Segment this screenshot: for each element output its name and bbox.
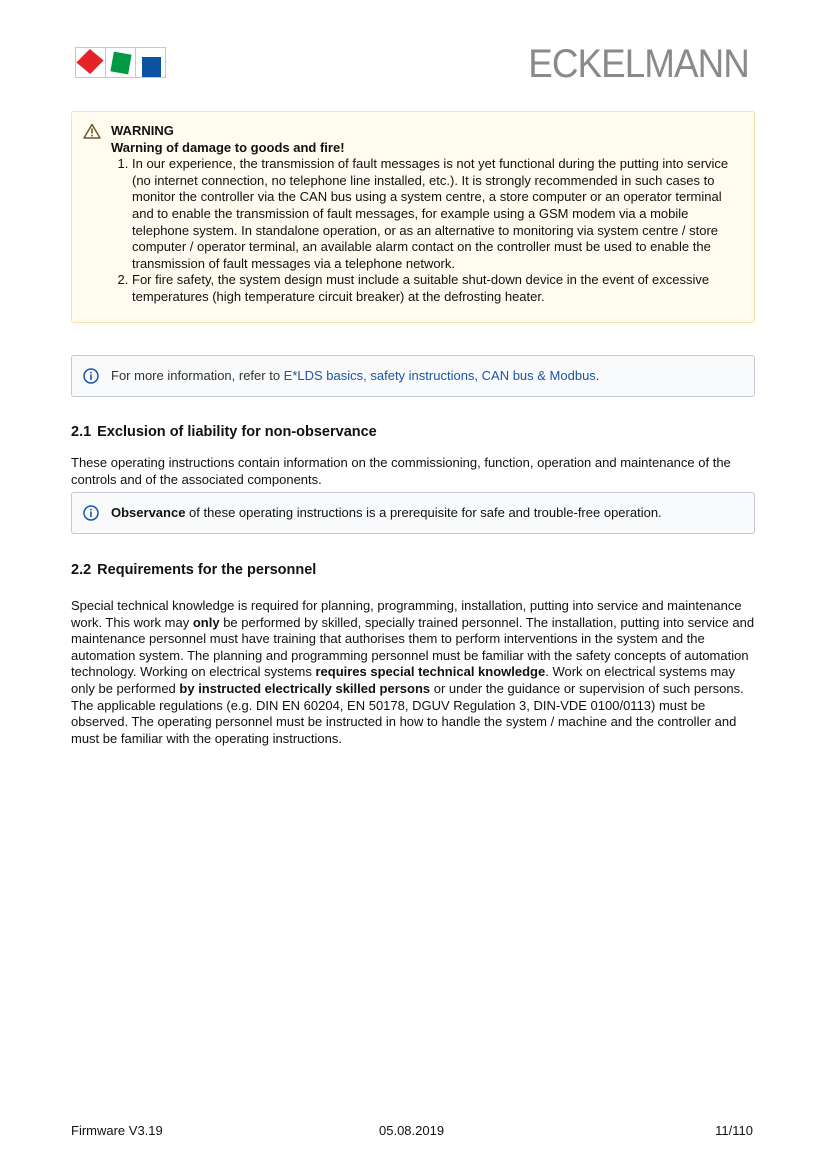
info-icon: [83, 368, 99, 384]
section-title: Requirements for the personnel: [97, 562, 317, 578]
brand-name: ECKELMANN: [528, 42, 749, 86]
section-body: [71, 598, 761, 747]
info-box: [71, 492, 755, 534]
info-icon: [83, 505, 99, 521]
warning-item: 1. In our experience, the transmission of fault messages is not yet functional during the putting into service (no internet connection, no telephone line installed, etc.). It is strongly recommended in such cases to monitor the controller via the CAN bus using a system centre, a store computer or an operator terminal and to enable the transmission of fault messages, for example using a GSM modem via a mobile telephone system. In standalone operation, or as an alternative to monitoring via system centre / store computer / operator terminal, an available alarm contact on the controller must be used to enable the transmission of fault messages via a telephone network.: [132, 156, 742, 272]
text: . Work on electrical systems may only be performed: [71, 664, 735, 696]
section-number: 2.1: [71, 424, 92, 440]
bold-text: by instructed electrically skilled persons: [179, 680, 431, 696]
footer-date: 05.08.2019: [379, 1123, 445, 1138]
text: Special technical knowledge is required for planning, programming, installation, putting into service and maintenance work. This work may: [71, 598, 742, 630]
bold-text: only: [192, 614, 220, 630]
company-logo: [75, 47, 166, 78]
info-text: of these operating instructions is a prerequisite for safe and trouble-free operation.: [185, 505, 662, 520]
info-box: [71, 355, 755, 397]
section-number: 2.2: [71, 562, 92, 578]
warning-title: WARNING: [111, 123, 174, 138]
reference-link[interactable]: E*LDS basics, safety instructions, CAN bus & Modbus: [283, 368, 596, 383]
warning-item: 2. For fire safety, the system design must include a suitable shut-down device in the event of excessive temperatures (high temperature circuit breaker) at the defrosting heater.: [132, 272, 742, 305]
section-heading: [71, 424, 377, 441]
warning-subtitle: Warning of damage to goods and fire!: [111, 139, 345, 155]
text: be performed by skilled, specially trained personnel. The installation, putting into service and maintenance personnel must have training that authorises them to perform interventions in the system and the automation system. The planning and programming personnel must be familiar with the safety concepts of automation technology. Working on electrical systems: [71, 614, 755, 680]
warning-icon: [83, 123, 101, 139]
warning-box: [71, 111, 755, 323]
text: or under the guidance or supervision of such persons. The applicable regulations (e.g. DIN EN 60204, EN 50178, DGUV Regulation 3, DIN-VDE 0100/0113) must be observed. The operating personnel must be instructed in how to handle the system / machine and the controller and must be familiar with the operating instructions.: [71, 680, 744, 746]
footer-firmware: Firmware V3.19: [71, 1123, 163, 1138]
info-bold: Observance: [111, 505, 186, 520]
section-title: Exclusion of liability for non-observance: [97, 424, 377, 440]
footer-page: 11/110: [715, 1123, 753, 1138]
info-text: For more information, refer to: [111, 368, 284, 383]
bold-text: requires special technical knowledge: [315, 664, 546, 680]
info-end: .: [595, 368, 600, 383]
warning-list: [111, 156, 742, 305]
section-heading: [71, 562, 316, 579]
section-body: These operating instructions contain information on the commissioning, function, operation and maintenance of the controls and of the associated components.: [71, 455, 731, 487]
